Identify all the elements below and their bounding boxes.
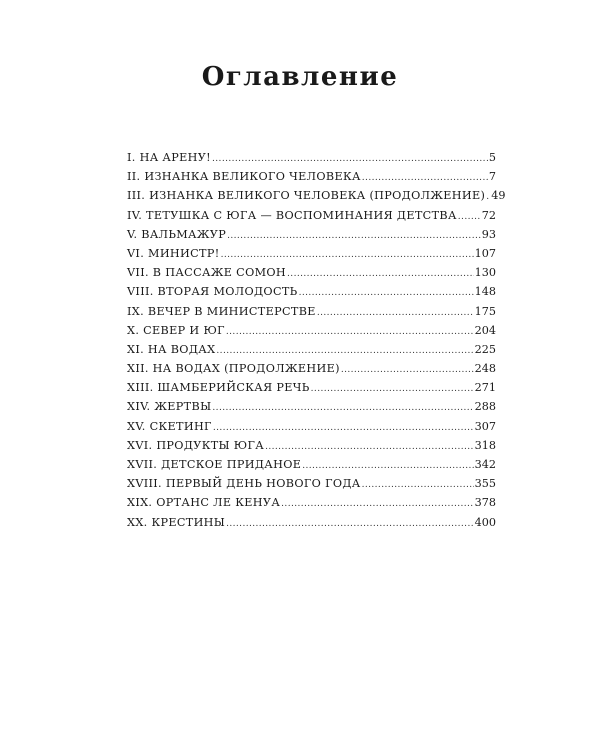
toc-entry-title: VII. В ПАССАЖЕ СОМОН <box>127 266 287 280</box>
dot-leader <box>226 323 474 342</box>
toc-entry <box>127 397 496 416</box>
toc-entry-title: XIX. ОРТАНС ЛЕ КЕНУА <box>127 496 281 510</box>
page-title: Оглавление <box>201 62 399 92</box>
toc-entry-title: XII. НА ВОДАХ (ПРОДОЛЖЕНИЕ) <box>127 362 340 376</box>
toc-entry <box>127 225 496 244</box>
toc-entry-title: III. ИЗНАНКА ВЕЛИКОГО ЧЕЛОВЕКА (ПРОДОЛЖЕНИЕ) <box>127 189 486 203</box>
toc-entry <box>127 148 496 167</box>
toc-entry <box>127 378 496 397</box>
dot-leader <box>458 208 481 227</box>
toc-entry-title: X. СЕВЕР И ЮГ <box>127 323 225 337</box>
toc-entry-page: 49 <box>491 189 506 203</box>
toc-entry <box>127 302 496 321</box>
toc-entry <box>127 244 496 263</box>
dot-leader <box>212 399 473 418</box>
toc-entry-page: 271 <box>474 381 496 395</box>
toc-entry-page: 130 <box>474 266 496 280</box>
toc-entry-title: XI. НА ВОДАХ <box>127 342 216 356</box>
toc-entry-title: VIII. ВТОРАЯ МОЛОДОСТЬ <box>127 285 298 299</box>
toc-entry-page: 107 <box>474 246 496 260</box>
toc-entry-page: 72 <box>481 208 496 222</box>
toc-entry-title: XVIII. ПЕРВЫЙ ДЕНЬ НОВОГО ГОДА <box>127 477 361 491</box>
toc-entry <box>127 321 496 340</box>
toc-entry-page: 342 <box>474 458 496 471</box>
toc-entry-page: 355 <box>474 477 496 491</box>
dot-leader <box>287 265 474 284</box>
dot-leader <box>341 361 474 380</box>
dot-leader <box>226 515 474 534</box>
toc-entry <box>127 474 496 493</box>
toc-entry-title: XIV. ЖЕРТВЫ <box>127 400 212 414</box>
toc-entry <box>127 359 496 378</box>
toc-entry <box>127 493 496 512</box>
toc-entry-title: XIII. ШАМБЕРИЙСКАЯ РЕЧЬ <box>127 381 310 395</box>
toc-entry-page: 400 <box>474 515 496 529</box>
toc-entry <box>127 436 496 455</box>
toc-entry-page: 175 <box>474 304 496 318</box>
dot-leader <box>227 227 481 246</box>
toc-entry <box>127 282 496 301</box>
toc-entry-page: 225 <box>474 342 496 356</box>
toc-entry <box>127 340 496 359</box>
toc-entry-page: 93 <box>481 227 496 241</box>
dot-leader <box>281 495 473 514</box>
dot-leader <box>299 284 474 303</box>
toc-entry-title: VI. МИНИСТР! <box>127 246 220 260</box>
toc-entry-page: 148 <box>474 285 496 299</box>
toc-entry-title: IX. ВЕЧЕР В МИНИСТЕРСТВЕ <box>127 304 316 318</box>
toc-entry-title: XV. СКЕТИНГ <box>127 419 212 433</box>
toc-entry-title: XX. КРЕСТИНЫ <box>127 515 226 529</box>
toc-entry <box>127 206 496 225</box>
toc-entry <box>127 167 496 186</box>
toc-entry-page: 5 <box>488 151 496 164</box>
toc-entry-page: 378 <box>474 496 496 510</box>
toc-entry <box>127 417 496 436</box>
toc-entry-title: II. ИЗНАНКА ВЕЛИКОГО ЧЕЛОВЕКА <box>127 170 361 184</box>
dot-leader <box>317 304 474 323</box>
toc-entry-title: IV. ТЕТУШКА С ЮГА — ВОСПОМИНАНИЯ ДЕТСТВА <box>127 208 457 222</box>
toc-entry <box>127 186 506 205</box>
toc-entry-title: XVI. ПРОДУКТЫ ЮГА <box>127 438 265 452</box>
toc-entry <box>127 263 496 282</box>
toc-entry-page: 318 <box>474 438 496 452</box>
toc-entry <box>127 455 496 474</box>
toc-entry-title: XVII. ДЕТСКОЕ ПРИДАНОЕ <box>127 458 302 471</box>
dot-leader <box>362 476 474 495</box>
toc-entry-page: 7 <box>488 170 496 184</box>
table-of-contents <box>127 148 506 532</box>
dot-leader <box>311 380 474 399</box>
toc-entry-title: V. ВАЛЬМАЖУР <box>127 227 227 241</box>
toc-entry-page: 307 <box>474 419 496 433</box>
toc-entry <box>127 513 496 532</box>
toc-entry-title: I. НА АРЕНУ! <box>127 151 212 164</box>
toc-entry-page: 204 <box>474 323 496 337</box>
toc-entry-page: 248 <box>474 362 496 376</box>
toc-entry-page: 288 <box>474 400 496 414</box>
